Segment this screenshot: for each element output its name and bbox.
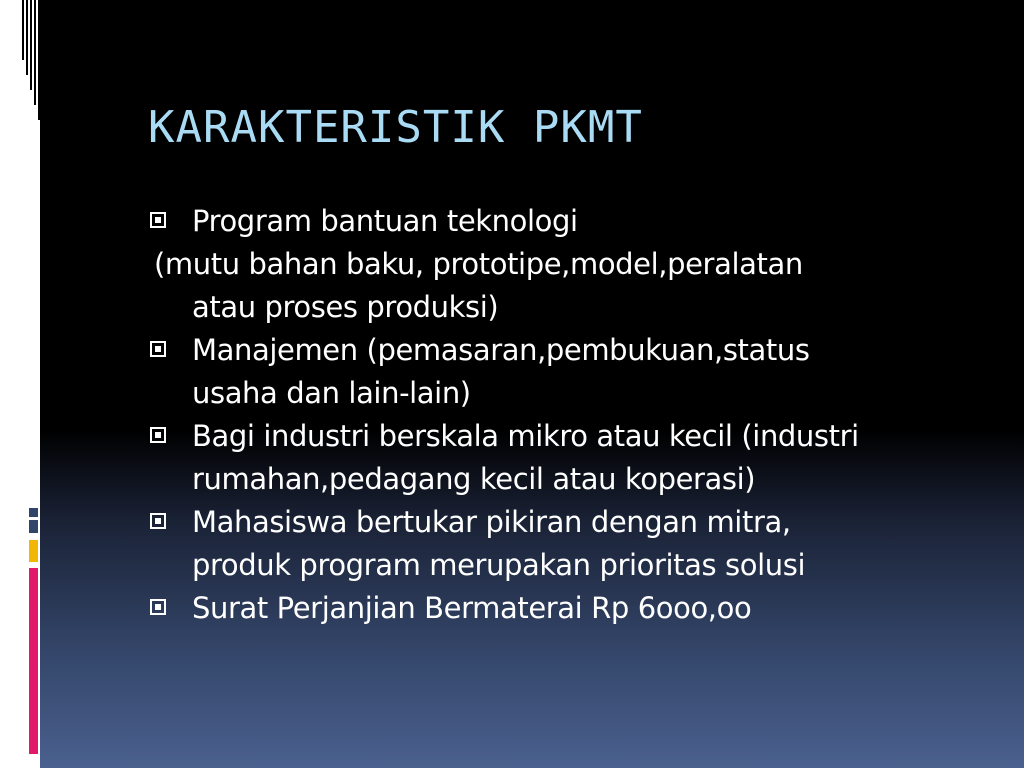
bullet-list [148, 200, 968, 630]
bullet-continuation [148, 544, 968, 587]
bullet-text: produk program merupakan prioritas solusi [192, 548, 806, 582]
bullet-item [148, 415, 968, 458]
accent-pink [29, 568, 38, 754]
checkbox-bullet-icon [150, 599, 166, 615]
bullet-text: rumahan,pedagang kecil atau koperasi) [192, 462, 756, 496]
accent-navy [29, 508, 38, 517]
bullet-continuation [148, 286, 968, 329]
bullet-item [148, 501, 968, 544]
bullet-text: atau proses produksi) [192, 290, 499, 324]
bullet-text: Surat Perjanjian Bermaterai Rp 6ooo,oo [192, 591, 752, 625]
checkbox-bullet-icon [150, 212, 166, 228]
bullet-text: Manajemen (pemasaran,pembukuan,status [192, 333, 810, 367]
bullet-text: (mutu bahan baku, prototipe,model,peralatan [154, 247, 803, 281]
checkbox-bullet-icon [150, 427, 166, 443]
bullet-continuation [148, 243, 968, 286]
bullet-text: Program bantuan teknologi [192, 204, 578, 238]
bullet-text: Bagi industri berskala mikro atau kecil (industri [192, 419, 859, 453]
slide-title: KARAKTERISTIK PKMT [148, 102, 643, 153]
bullet-item [148, 200, 968, 243]
accent-gold [29, 540, 38, 562]
bullet-continuation [148, 372, 968, 415]
bullet-item [148, 329, 968, 372]
accent-navy-2 [29, 520, 38, 533]
bullet-text: usaha dan lain-lain) [192, 376, 471, 410]
decorative-lines [22, 0, 40, 120]
bullet-item [148, 587, 968, 630]
bullet-text: Mahasiswa bertukar pikiran dengan mitra, [192, 505, 791, 539]
bullet-continuation [148, 458, 968, 501]
checkbox-bullet-icon [150, 341, 166, 357]
left-white-bar [0, 0, 40, 768]
checkbox-bullet-icon [150, 513, 166, 529]
